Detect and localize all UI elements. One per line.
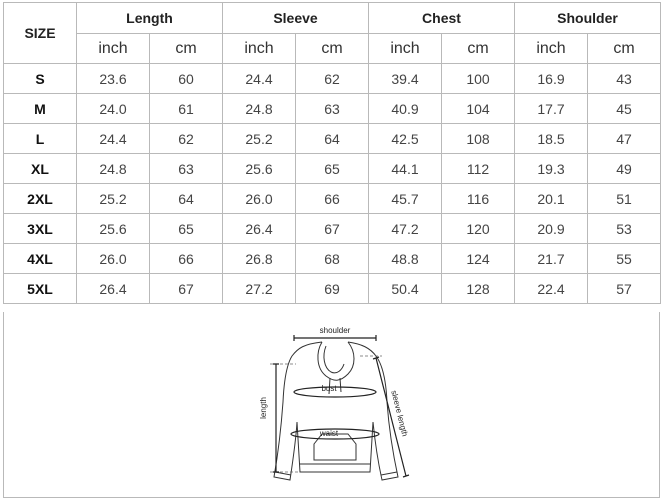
table-cell: 63: [150, 154, 223, 184]
size-label: XL: [4, 154, 77, 184]
table-cell: 68: [296, 244, 369, 274]
length-header: Length: [77, 3, 223, 34]
table-cell: 25.6: [77, 214, 150, 244]
table-cell: 40.9: [369, 94, 442, 124]
table-cell: 116: [442, 184, 515, 214]
table-cell: 100: [442, 64, 515, 94]
table-cell: 124: [442, 244, 515, 274]
size-label: 2XL: [4, 184, 77, 214]
table-cell: 47: [588, 124, 661, 154]
table-cell: 64: [150, 184, 223, 214]
table-cell: 25.2: [77, 184, 150, 214]
table-row: [4, 94, 661, 124]
table-cell: 48.8: [369, 244, 442, 274]
table-cell: 47.2: [369, 214, 442, 244]
table-cell: 19.3: [515, 154, 588, 184]
table-cell: 128: [442, 274, 515, 304]
sleeve-header: Sleeve: [223, 3, 369, 34]
table-cell: 24.4: [77, 124, 150, 154]
unit-header: inch: [77, 34, 150, 64]
table-cell: 42.5: [369, 124, 442, 154]
table-cell: 69: [296, 274, 369, 304]
table-cell: 62: [296, 64, 369, 94]
size-label: 5XL: [4, 274, 77, 304]
table-cell: 23.6: [77, 64, 150, 94]
table-cell: 22.4: [515, 274, 588, 304]
table-cell: 24.4: [223, 64, 296, 94]
bust-label: bust: [321, 384, 337, 393]
hoodie-outline: [274, 342, 398, 480]
size-label: M: [4, 94, 77, 124]
size-chart-table: [3, 2, 661, 304]
table-cell: 65: [150, 214, 223, 244]
table-cell: 26.8: [223, 244, 296, 274]
table-cell: 26.0: [77, 244, 150, 274]
table-row: [4, 64, 661, 94]
table-cell: 55: [588, 244, 661, 274]
table-cell: 26.0: [223, 184, 296, 214]
header-row-units: [4, 34, 661, 64]
unit-header: inch: [369, 34, 442, 64]
unit-header: cm: [296, 34, 369, 64]
unit-header: cm: [150, 34, 223, 64]
table-row: [4, 184, 661, 214]
table-cell: 120: [442, 214, 515, 244]
table-row: [4, 274, 661, 304]
table-cell: 25.2: [223, 124, 296, 154]
table-cell: 26.4: [77, 274, 150, 304]
header-row-groups: [4, 3, 661, 34]
table-row: [4, 154, 661, 184]
size-label: 4XL: [4, 244, 77, 274]
size-column-header: SIZE: [4, 3, 77, 64]
table-cell: 25.6: [223, 154, 296, 184]
table-cell: 49: [588, 154, 661, 184]
table-cell: 45: [588, 94, 661, 124]
shoulder-label: shoulder: [319, 326, 351, 335]
table-cell: 112: [442, 154, 515, 184]
table-cell: 18.5: [515, 124, 588, 154]
table-cell: 61: [150, 94, 223, 124]
table-cell: 24.8: [223, 94, 296, 124]
size-label: 3XL: [4, 214, 77, 244]
table-cell: 63: [296, 94, 369, 124]
table-cell: 20.9: [515, 214, 588, 244]
table-cell: 50.4: [369, 274, 442, 304]
table-cell: 67: [296, 214, 369, 244]
table-cell: 39.4: [369, 64, 442, 94]
size-label: L: [4, 124, 77, 154]
waist-label: waist: [319, 429, 339, 438]
table-cell: 27.2: [223, 274, 296, 304]
table-row: [4, 124, 661, 154]
table-cell: 17.7: [515, 94, 588, 124]
table-cell: 24.8: [77, 154, 150, 184]
unit-header: cm: [442, 34, 515, 64]
chest-header: Chest: [369, 3, 515, 34]
table-cell: 26.4: [223, 214, 296, 244]
table-cell: 20.1: [515, 184, 588, 214]
table-cell: 21.7: [515, 244, 588, 274]
table-cell: 43: [588, 64, 661, 94]
table-cell: 53: [588, 214, 661, 244]
shoulder-header: Shoulder: [515, 3, 661, 34]
table-cell: 44.1: [369, 154, 442, 184]
unit-header: cm: [588, 34, 661, 64]
table-row: [4, 214, 661, 244]
table-cell: 66: [296, 184, 369, 214]
table-cell: 62: [150, 124, 223, 154]
unit-header: inch: [223, 34, 296, 64]
table-cell: 51: [588, 184, 661, 214]
length-label: length: [259, 397, 268, 419]
size-label: S: [4, 64, 77, 94]
table-cell: 16.9: [515, 64, 588, 94]
guide-lines: [270, 356, 382, 472]
table-cell: 66: [150, 244, 223, 274]
table-cell: 67: [150, 274, 223, 304]
measurement-diagram-panel: [3, 312, 660, 498]
table-cell: 108: [442, 124, 515, 154]
table-row: [4, 244, 661, 274]
table-cell: 24.0: [77, 94, 150, 124]
table-cell: 45.7: [369, 184, 442, 214]
sleeve-length-label: sleeve length: [389, 389, 410, 438]
unit-header: inch: [515, 34, 588, 64]
hoodie-measurement-diagram: [4, 312, 661, 498]
table-cell: 60: [150, 64, 223, 94]
table-cell: 64: [296, 124, 369, 154]
table-cell: 57: [588, 274, 661, 304]
table-cell: 65: [296, 154, 369, 184]
table-cell: 104: [442, 94, 515, 124]
